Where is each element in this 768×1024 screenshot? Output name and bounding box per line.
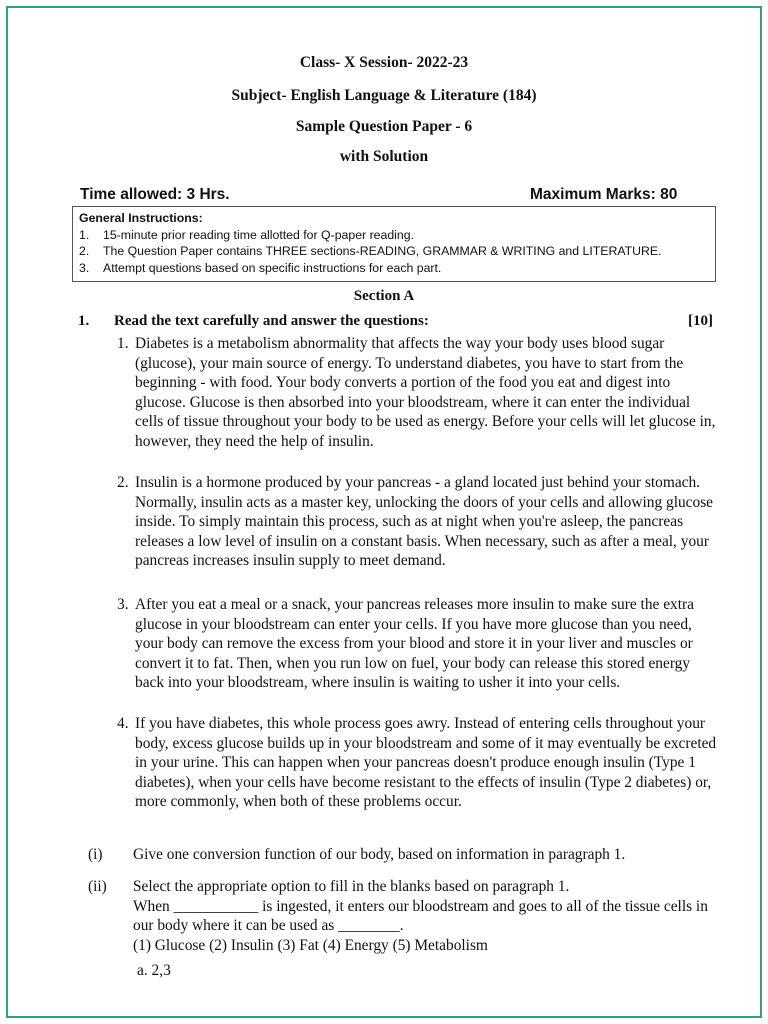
passage-paragraph-2 — [117, 473, 717, 571]
paragraph-text: If you have diabetes, this whole process goes awry. Instead of entering cells throughout your body, excess glucose builds up in your bloodstream and some of it may eventually be excreted in your urine. This can happen when your pancreas doesn't produce enough insulin (Type 1 diabetes), when your cells have become resistant to the effects of insulin (Type 2 diabetes) or, more commonly, when both of these problems occur. — [135, 715, 717, 811]
time-allowed: Time allowed: 3 Hrs. — [80, 186, 230, 203]
answer-options: (1) Glucose (2) Insulin (3) Fat (4) Energy (5) Metabolism — [133, 936, 488, 954]
answer-choice-a: a. 2,3 — [137, 962, 171, 980]
subquestion-number: (i) — [88, 846, 103, 863]
paragraph-text: Diabetes is a metabolism abnormality that affects the way your body uses blood sugar (glucose), your main source of energy. To understand diabetes, you have to start from the beginning - with food. Your body converts a portion of the food you eat and digest into glucose. Glucose is then absorbed into your bloodstream, where it can enter the individual cells of tissue throughout your body to be used as energy. Before your cells will let glucose in, however, they need the help of insulin. — [135, 335, 716, 450]
question-marks: [10] — [688, 313, 713, 329]
question-prompt: Read the text carefully and answer the questions: — [114, 313, 429, 329]
instruction-number: 2. — [79, 244, 90, 258]
subquestion-number: (ii) — [88, 878, 107, 895]
paragraph-number: 3. — [117, 596, 129, 613]
paragraph-number: 2. — [117, 474, 129, 491]
instruction-item — [79, 243, 709, 260]
passage-paragraph-1 — [117, 334, 717, 452]
general-instructions-box — [72, 206, 716, 282]
section-heading: Section A — [353, 288, 415, 304]
passage-paragraph-3 — [117, 595, 717, 693]
paragraph-number: 4. — [117, 715, 129, 732]
instruction-number: 1. — [79, 227, 90, 242]
maximum-marks: Maximum Marks: 80 — [530, 186, 678, 203]
subquestion-instruction: Select the appropriate option to fill in the blanks based on paragraph 1. — [133, 878, 570, 895]
question-number: 1. — [78, 313, 90, 329]
subject-heading: Subject- English Language & Literature (184) — [231, 87, 537, 104]
instructions-title: General Instructions: — [79, 211, 203, 225]
instruction-item — [79, 260, 709, 277]
paragraph-text: Insulin is a hormone produced by your pancreas - a gland located just behind your stomach. Normally, insulin acts as a master key, unlocking the doors of your cells and allowing glucose inside. To simply maintain this process, such as at night when you're asleep, the pancreas releases a low level of insulin on a constant basis. When necessary, such as after a meal, your pancreas increases insulin supply to meet demand. — [135, 474, 714, 570]
subquestion-text: Give one conversion function of our body, based on information in paragraph 1. — [133, 846, 626, 863]
solution-subtitle: with Solution — [339, 148, 429, 165]
instruction-text: Attempt questions based on specific instructions for each part. — [103, 260, 442, 275]
instruction-number: 3. — [79, 260, 90, 275]
instruction-text: 15-minute prior reading time allotted for Q-paper reading. — [103, 227, 415, 242]
instruction-text: The Question Paper contains THREE sections-READING, GRAMMAR & WRITING and LITERATURE. — [103, 244, 662, 258]
paper-title: Sample Question Paper - 6 — [295, 118, 473, 135]
class-session-heading: Class- X Session- 2022-23 — [299, 54, 469, 71]
paragraph-number: 1. — [117, 335, 129, 352]
fill-in-blank-sentence: When ___________ is ingested, it enters our bloodstream and goes to all of the tissue cells in our body where it can be used as ________. — [133, 897, 708, 935]
paragraph-text: After you eat a meal or a snack, your pancreas releases more insulin to make sure the extra glucose in your bloodstream can enter your cells. If you have more glucose than you need, your body can remove the excess from your blood and store it in your liver and muscles or convert it to fat. Then, when you run low on fuel, your body can release this stored energy back into your bloodstream, where insulin is waiting to usher it into your cells. — [135, 596, 694, 692]
instruction-item — [79, 227, 709, 244]
passage-paragraph-4 — [117, 714, 717, 812]
